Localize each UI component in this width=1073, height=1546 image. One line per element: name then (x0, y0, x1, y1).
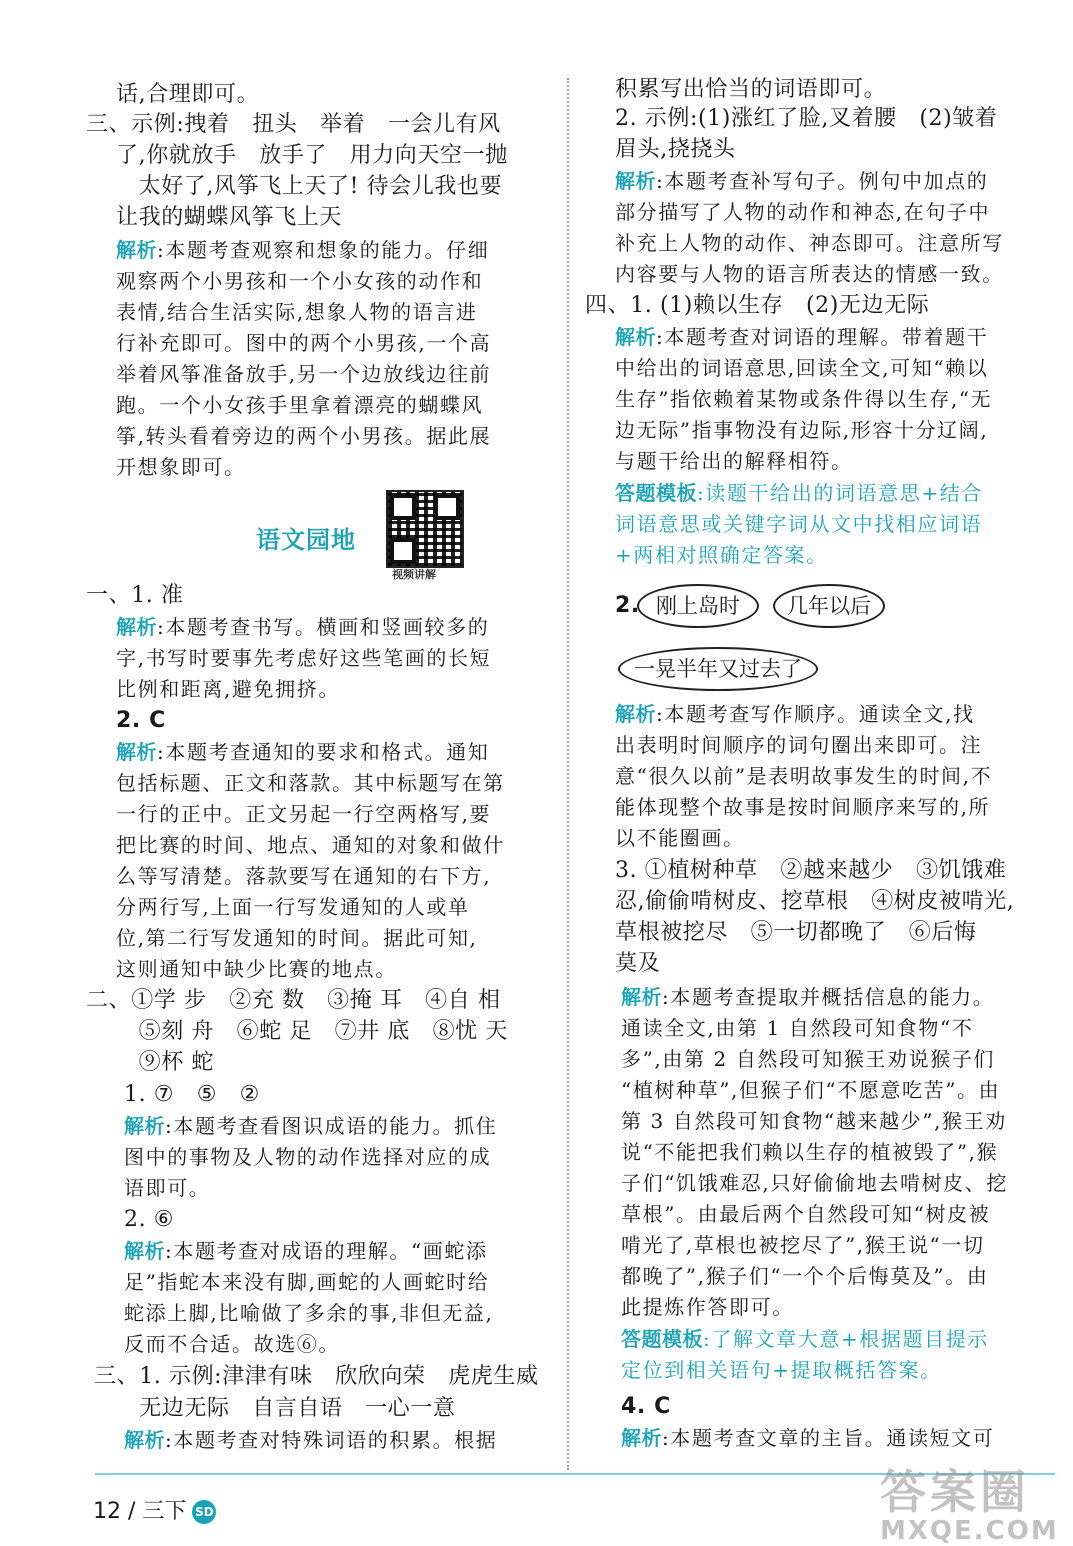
analysis-line: 通读全文,由第 1 自然段可知食物“不 (621, 1016, 974, 1040)
watermark (880, 1456, 1059, 1546)
analysis-line: 此提炼作答即可。 (621, 1295, 794, 1319)
analysis-line: 解析:本题考查文章的主旨。通读短文可 (621, 1426, 995, 1450)
analysis-tag: 解析 (615, 169, 656, 193)
analysis-line: 这则通知中缺少比赛的地点。 (116, 957, 397, 981)
analysis-line: 足”指蛇本来没有脚,画蛇的人画蛇时给 (124, 1270, 490, 1294)
analysis-line: 包括标题、正文和落款。其中标题写在第 (116, 771, 505, 795)
analysis-line: 行补充即可。图中的两个小男孩,一个高 (116, 331, 492, 355)
analysis-line: 解析:本题考查观察和想象的能力。仔细 (116, 238, 490, 262)
analysis-tag: 解析 (124, 1239, 165, 1263)
column-divider (567, 78, 569, 1470)
analysis-line: 位,第二行写发通知的时间。据此可知, (116, 926, 478, 950)
analysis-tag: 解析 (124, 1114, 165, 1138)
analysis-line: 一行的正中。正文另起一行空两格写,要 (116, 802, 492, 826)
analysis-tag: 解析 (116, 615, 157, 639)
analysis-line: 说“不能把我们赖以生存的植被毁了”,猴 (621, 1140, 999, 1164)
analysis-tag: 解析 (615, 702, 656, 726)
analysis-line: 蛇添上脚,比喻做了多余的事,非但无益, (124, 1301, 494, 1325)
text-line: ⑤刻 舟 ⑥蛇 足 ⑦井 底 ⑧忧 天 (116, 1019, 508, 1044)
text-line: 让我的蝴蝶风筝飞上天 (116, 205, 343, 230)
analysis-line: 内容要与人物的语言所表达的情感一致。 (615, 262, 1004, 286)
analysis-line: 部分描写了人物的动作和神态,在句子中 (615, 200, 991, 224)
analysis-line: 筝,转头看着旁边的两个小男孩。据此展 (116, 424, 492, 448)
analysis-line: 解析:本题考查书写。横画和竖画较多的 (116, 615, 490, 639)
analysis-line: 边无际”指事物没有边际,形容十分辽阔, (615, 418, 989, 442)
question-line: 2. ⑥ (124, 1207, 175, 1232)
question-line: 一、1. 准 (86, 583, 184, 608)
analysis-line: 分两行写,上面一行写发通知的人或单 (116, 895, 470, 919)
section-three-line: 三、1. 示例:津津有味 欣欣向荣 虎虎生威 (94, 1364, 539, 1389)
analysis-line: 中给出的词语意思,回读全文,可知“赖以 (615, 356, 989, 380)
analysis-line: 解析:本题考查对成语的理解。“画蛇添 (124, 1239, 488, 1263)
circled-phrase: 刚上岛时 (637, 584, 759, 628)
text-line: ⑨杯 蛇 (116, 1050, 214, 1075)
analysis-line: 与题干给出的解释相符。 (615, 449, 853, 473)
section-three-line: 三、示例:拽着 扭头 举着 一会儿有风 (86, 112, 501, 137)
question-line: 4. C (621, 1394, 671, 1419)
template-tag: 答题模板 (621, 1327, 703, 1351)
analysis-tag: 解析 (621, 985, 662, 1009)
analysis-line: 字,书写时要事先考虑好这些笔画的长短 (116, 646, 492, 670)
analysis-line: 解析:本题考查对词语的理解。带着题干 (615, 325, 989, 349)
watermark-url: MXQE.COM (880, 1516, 1059, 1546)
analysis-line: 比例和距离,避免拥挤。 (116, 677, 340, 701)
circled-phrase: 一晃半年又过去了 (618, 647, 818, 691)
analysis-line: 把比赛的时间、地点、通知的对象和做什 (116, 833, 505, 857)
template-line: 词语意思或关键字词从文中找相应词语 (615, 512, 983, 536)
text-line: 积累写出恰当的词语即可。 (615, 77, 887, 102)
analysis-line: 解析:本题考查通知的要求和格式。通知 (116, 740, 490, 764)
analysis-line: 解析:本题考查对特殊词语的积累。根据 (124, 1428, 498, 1452)
analysis-line: 么等写清楚。落款要写在通知的右下方, (116, 864, 492, 888)
analysis-line: 解析:本题考查补写句子。例句中加点的 (615, 169, 989, 193)
analysis-line: 解析:本题考查看图识成语的能力。抓住 (124, 1114, 498, 1138)
circled-phrase: 几年以后 (773, 584, 885, 628)
section-title: 语文园地 (256, 526, 356, 554)
analysis-tag: 解析 (621, 1426, 662, 1450)
analysis-tag: 解析 (116, 238, 157, 262)
analysis-tag: 解析 (116, 740, 157, 764)
watermark-logo: 答案圈 (880, 1465, 1030, 1519)
page-footer (93, 1494, 216, 1525)
analysis-line: 观察两个小男孩和一个小女孩的动作和 (116, 269, 484, 293)
analysis-line: 以不能圈画。 (615, 826, 745, 850)
analysis-tag: 解析 (615, 325, 656, 349)
text-line: 无边无际 自言自语 一心一意 (94, 1396, 456, 1421)
question-line: 2. C (116, 708, 166, 733)
analysis-line: 解析:本题考查提取并概括信息的能力。 (621, 985, 995, 1009)
analysis-line: 解析:本题考查写作顺序。通读全文,找 (615, 702, 975, 726)
analysis-line: 开想象即可。 (116, 455, 246, 479)
text-line: 了,你就放手 放手了 用力向天空一抛 (116, 143, 508, 168)
text-line: 草根被挖尽 ⑤一切都晚了 ⑥后悔 (615, 920, 977, 945)
analysis-line: 啃光了,草根也被挖尽了”,猴王说“一切 (621, 1233, 985, 1257)
page-number: 12 / 三下 (93, 1499, 187, 1524)
analysis-line: 都晚了”,猴子们“一个个后悔莫及”。由 (621, 1264, 989, 1288)
section-four-line: 四、1. (1)赖以生存 (2)无边无际 (585, 293, 930, 318)
analysis-line: “植树种草”,但猴子们“不愿意吃苦”。由 (621, 1078, 1001, 1102)
analysis-line: 能体现整个故事是按时间顺序来写的,所 (615, 795, 991, 819)
analysis-line: 生存”指依赖着某物或条件得以生存,“无 (615, 387, 993, 411)
analysis-line: 子们“饥饿难忍,只好偷偷地去啃树皮、挖 (621, 1171, 1008, 1195)
template-line: 定位到相关语句+提取概括答案。 (621, 1358, 942, 1382)
analysis-line: 意“很久以前”是表明故事发生的时间,不 (615, 764, 993, 788)
analysis-line: 出表明时间顺序的词句圈出来即可。注 (615, 733, 983, 757)
question-number: 2. (615, 593, 640, 618)
template-line: 答题模板:读题干给出的词语意思+结合 (615, 481, 983, 505)
analysis-line: 第 3 自然段可知食物“越来越少”,猴王劝 (621, 1109, 1007, 1133)
analysis-line: 举着风筝准备放手,另一个边放线边往前 (116, 362, 492, 386)
analysis-line: 草根”。由最后两个自然段可知“树皮被 (621, 1202, 991, 1226)
analysis-line: 图中的事物及人物的动作选择对应的成 (124, 1145, 492, 1169)
text-line: 眉头,挠挠头 (615, 137, 736, 162)
template-line: 答题模板:了解文章大意+根据题目提示 (621, 1327, 989, 1351)
question-line: 1. ⑦ ⑤ ② (124, 1082, 260, 1107)
template-tag: 答题模板 (615, 481, 697, 505)
analysis-line: 跑。一个小女孩手里拿着漂亮的蝴蝶风 (116, 393, 484, 417)
text-line: 话,合理即可。 (116, 82, 260, 107)
qr-code-icon[interactable] (386, 490, 464, 568)
question-line: 2. 示例:(1)涨红了脸,叉着腰 (2)皱着 (615, 106, 998, 131)
section-two-line: 二、①学 步 ②充 数 ③掩 耳 ④自 相 (86, 988, 501, 1013)
sd-badge-icon: SD (192, 1500, 216, 1524)
question-line: 3. ①植树种草 ②越来越少 ③饥饿难 (615, 858, 1007, 883)
analysis-line: 语即可。 (124, 1176, 211, 1200)
analysis-line: 补充上人物的动作、神态即可。注意所写 (615, 231, 1004, 255)
analysis-line: 表情,结合生活实际,想象人物的语言进 (116, 300, 478, 324)
analysis-line: 反而不合适。故选⑥。 (124, 1332, 340, 1356)
analysis-line: 多”,由第 2 自然段可知猴王劝说猴子们 (621, 1047, 996, 1071)
text-line: 太好了,风筝飞上天了! 待会儿我也要 (116, 174, 503, 199)
analysis-tag: 解析 (124, 1428, 165, 1452)
text-line: 忍,偷偷啃树皮、挖草根 ④树皮被啃光, (615, 889, 1015, 914)
text-line: 莫及 (615, 951, 661, 976)
qr-label: 视频讲解 (392, 568, 436, 581)
template-line: +两相对照确定答案。 (615, 543, 828, 567)
